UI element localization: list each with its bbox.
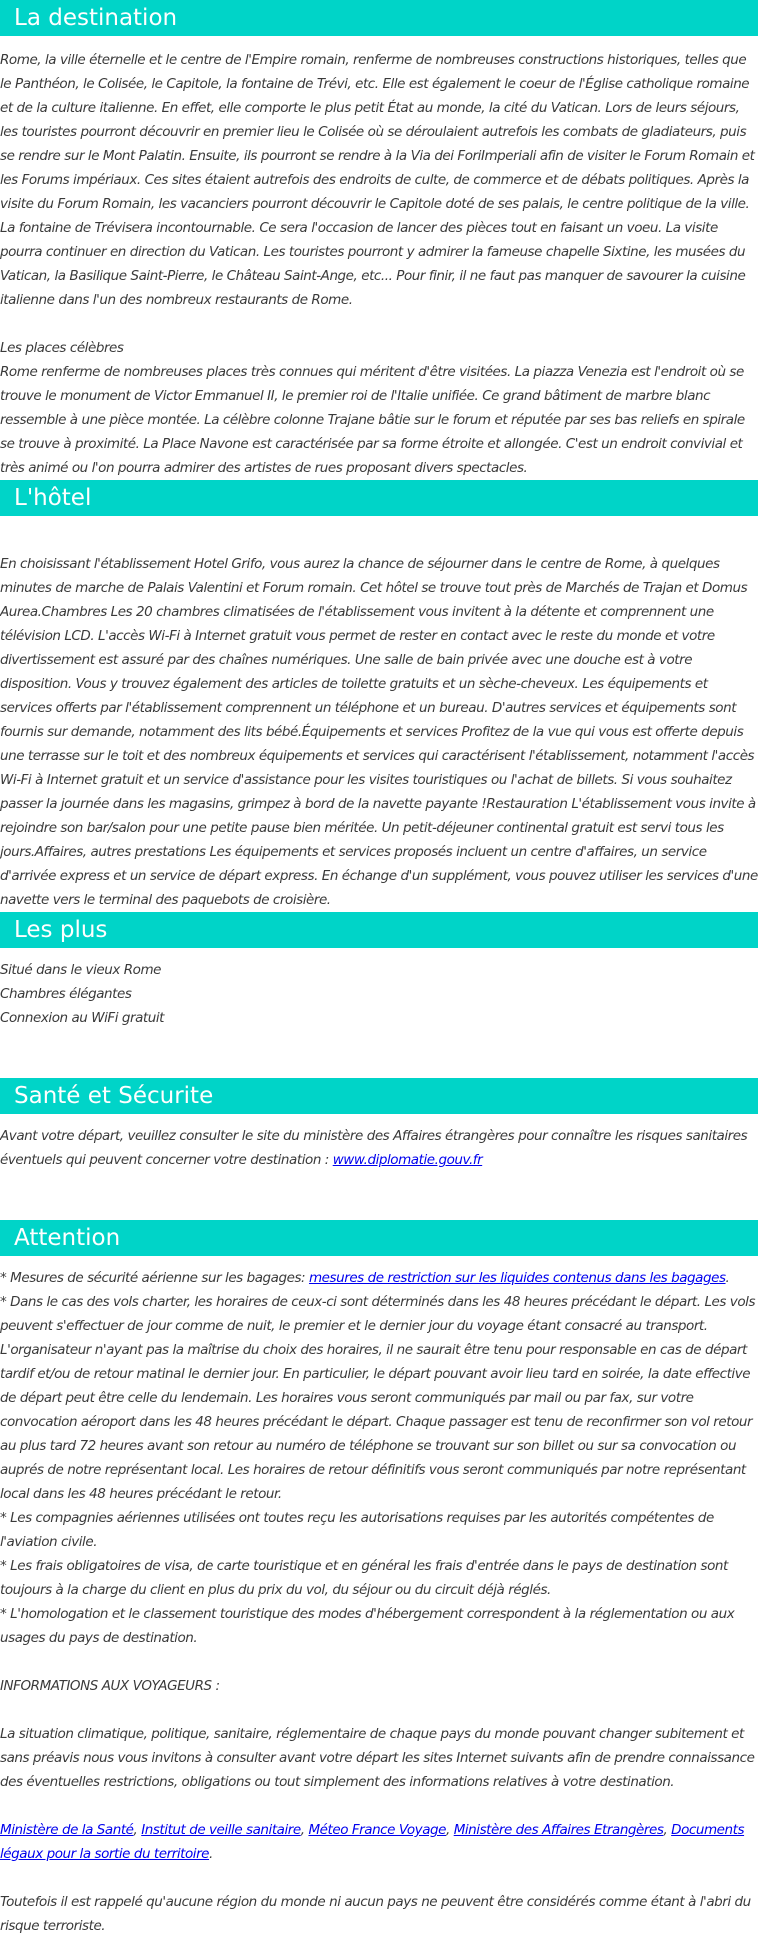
plus-item: Situé dans le vieux Rome	[0, 962, 162, 978]
plus-list	[0, 958, 758, 1030]
plus-header: Les plus	[0, 912, 758, 948]
attention-item-compagnies: * Les compagnies aériennes utilisées ont toutes reçu les autorisations requises par les autorités compétentes de l'aviation civile.	[0, 1510, 714, 1550]
attention-list	[0, 1266, 758, 1650]
attention-item-charter: * Dans le cas des vols charter, les horaires de ceux-ci sont déterminés dans les 48 heures précédant le départ. Les vols peuvent s'effectuer de jour comme de nuit, le premier et le dernier jour du voyage étant consacré au transport. L'organisateur n'ayant pas la maîtrise du choix des horaires, il ne saurait être tenu pour responsable en cas de départ tardif et/ou de retour matinal le dernier jour. En particulier, le départ pouvant avoir lieu tard en soirée, la date effective de départ peut être celle du lendemain. Les horaires vous seront communiqués par mail ou par fax, sur votre convocation aéroport dans les 48 heures précédant le départ. Chaque passager est tenu de reconfirmer son vol retour au plus tard 72 heures avant son retour au numéro de téléphone se trouvant sur son billet ou sur sa convocation ou auprés de notre représentant local. Les horaires de retour définitifs vous seront communiqués par notre représentant local dans les 48 heures précédant le retour.	[0, 1294, 756, 1502]
bagages-suffix: .	[725, 1270, 730, 1286]
attention-item-bagages	[0, 1266, 758, 1290]
sante-header: Santé et Sécurite	[0, 1078, 758, 1114]
link-ministere-sante[interactable]: Ministère de la Santé	[0, 1822, 134, 1838]
info-links: Ministère de la Santé, Institut de veille sanitaire, Méteo France Voyage, Ministère des Affaires Etrangères, Documents légaux pour la sortie du territoire.	[0, 1822, 745, 1862]
places-paragraph: Rome renferme de nombreuses places très connues qui méritent d'être visitées. La piazza Venezia est l'endroit où se trouve le monument de Victor Emmanuel II, le premier roi de l'Italie unifiée. Ce grand bâtiment de marbre blanc ressemble à une pièce montée. La célèbre colonne Trajane bâtie sur le forum et réputée par ses bas reliefs en spirale se trouve à proximité. La Place Navone est caractérisée par sa forme étroite et allongée. C'est un endroit convivial et très animé ou l'on pourra admirer des artistes de rues proposant divers spectacles.	[0, 364, 745, 476]
hotel-header: L'hôtel	[0, 480, 758, 516]
destination-header: La destination	[0, 0, 758, 36]
info-paragraph: La situation climatique, politique, sanitaire, réglementaire de chaque pays du monde pouvant changer subitement et sans préavis nous vous invitons à consulter avant votre départ les sites Internet suivants afin de prendre connaissance des éventuelles restrictions, obligations ou tout simplement des informations relatives à votre destination.	[0, 1726, 755, 1790]
sante-text: Avant votre départ, veuillez consulter le site du ministère des Affaires étrangères pour connaître les risques sanitaires éventuels qui peuvent concerner votre destination :	[0, 1128, 748, 1168]
hotel-paragraph: En choisissant l'établissement Hotel Grifo, vous aurez la chance de séjourner dans le centre de Rome, à quelques minutes de marche de Palais Valentini et Forum romain. Cet hôtel se trouve tout près de Marchés de Trajan et Domus Aurea.Chambres Les 20 chambres climatisées de l'établissement vous invitent à la détente et comprennent une télévision LCD. L'accès Wi-Fi à Internet gratuit vous permet de rester en contact avec le reste du monde et votre divertissement est assuré par des chaînes numériques. Une salle de bain privée avec une douche est à votre disposition. Vous y trouvez également des articles de toilette gratuits et un sèche-cheveux. Les équipements et services offerts par l'établissement comprennent un téléphone et un bureau. D'autres services et équipements sont fournis sur demande, notamment des lits bébé.Équipements et services Profitez de la vue qui vous est offerte depuis une terrasse sur le toit et des nombreux équipements et services qui caractérisent l'établissement, notamment l'accès Wi-Fi à Internet gratuit et un service d'assistance pour les visites touristiques ou l'achat de billets. Si vous souhaitez passer la journée dans les magasins, grimpez à bord de la navette payante !Restauration L'établissement vous invite à rejoindre son bar/salon pour une petite pause bien méritée. Un petit-déjeuner continental gratuit est servi tous les jours.Affaires, autres prestations Les équipements et services proposés incluent un centre d'affaires, un service d'arrivée express et un service de départ express. En échange d'un supplément, vous pouvez utiliser les services d'une navette vers le terminal des paquebots de croisière.	[0, 556, 758, 908]
diplomatie-link[interactable]: www.diplomatie.gouv.fr	[332, 1152, 483, 1168]
liquides-link[interactable]: mesures de restriction sur les liquides contenus dans les bagages	[308, 1270, 726, 1286]
attention-item-homologation: * L'homologation et le classement touristique des modes d'hébergement correspondent à la réglementation ou aux usages du pays de destination.	[0, 1606, 735, 1646]
link-meteo-france[interactable]: Méteo France Voyage	[308, 1822, 446, 1838]
link-institut-veille[interactable]: Institut de veille sanitaire	[141, 1822, 301, 1838]
final-paragraph: Toutefois il est rappelé qu'aucune région du monde ni aucun pays ne peuvent être considérés comme étant à l'abri du risque terroriste.	[0, 1894, 751, 1934]
attention-item-visa: * Les frais obligatoires de visa, de carte touristique et en général les frais d'entrée dans le pays de destination sont toujours à la charge du client en plus du prix du vol, du séjour ou du circuit déjà réglés.	[0, 1558, 728, 1598]
info-heading: INFORMATIONS AUX VOYAGEURS :	[0, 1678, 220, 1694]
link-documents-legaux[interactable]: Documents légaux pour la sortie du territoire	[0, 1822, 745, 1862]
destination-paragraph: Rome, la ville éternelle et le centre de l'Empire romain, renferme de nombreuses constructions historiques, telles que le Panthéon, le Colisée, le Capitole, la fontaine de Trévi, etc. Elle est également le coeur de l'Église catholique romaine et de la culture italienne. En effet, elle comporte le plus petit État au monde, la cité du Vatican. Lors de leurs séjours, les touristes pourront découvrir en premier lieu le Colisée où se déroulaient autrefois les combats de gladiateurs, puis se rendre sur le Mont Palatin. Ensuite, ils pourront se rendre à la Via dei ForiImperiali afin de visiter le Forum Romain et les Forums impériaux. Ces sites étaient autrefois des endroits de culte, de commerce et de débats politiques. Après la visite du Forum Romain, les vacanciers pourront découvrir le Capitole doté de ses palais, le centre politique de la ville. La fontaine de Trévisera incontournable. Ce sera l'occasion de lancer des pièces tout en faisant un voeu. La visite pourra continuer en direction du Vatican. Les touristes pourront y admirer la fameuse chapelle Sixtine, les musées du Vatican, la Basilique Saint-Pierre, le Château Saint-Ange, etc... Pour finir, il ne faut pas manquer de savourer la cuisine italienne dans l'un des nombreux restaurants de Rome.	[0, 52, 755, 308]
attention-header: Attention	[0, 1220, 758, 1256]
link-affaires-etrangeres[interactable]: Ministère des Affaires Etrangères	[453, 1822, 664, 1838]
sante-paragraph	[0, 1124, 758, 1172]
plus-item: Connexion au WiFi gratuit	[0, 1010, 165, 1026]
places-heading: Les places célèbres	[0, 340, 124, 356]
bagages-text: * Mesures de sécurité aérienne sur les bagages:	[0, 1270, 309, 1286]
plus-item: Chambres élégantes	[0, 986, 132, 1002]
